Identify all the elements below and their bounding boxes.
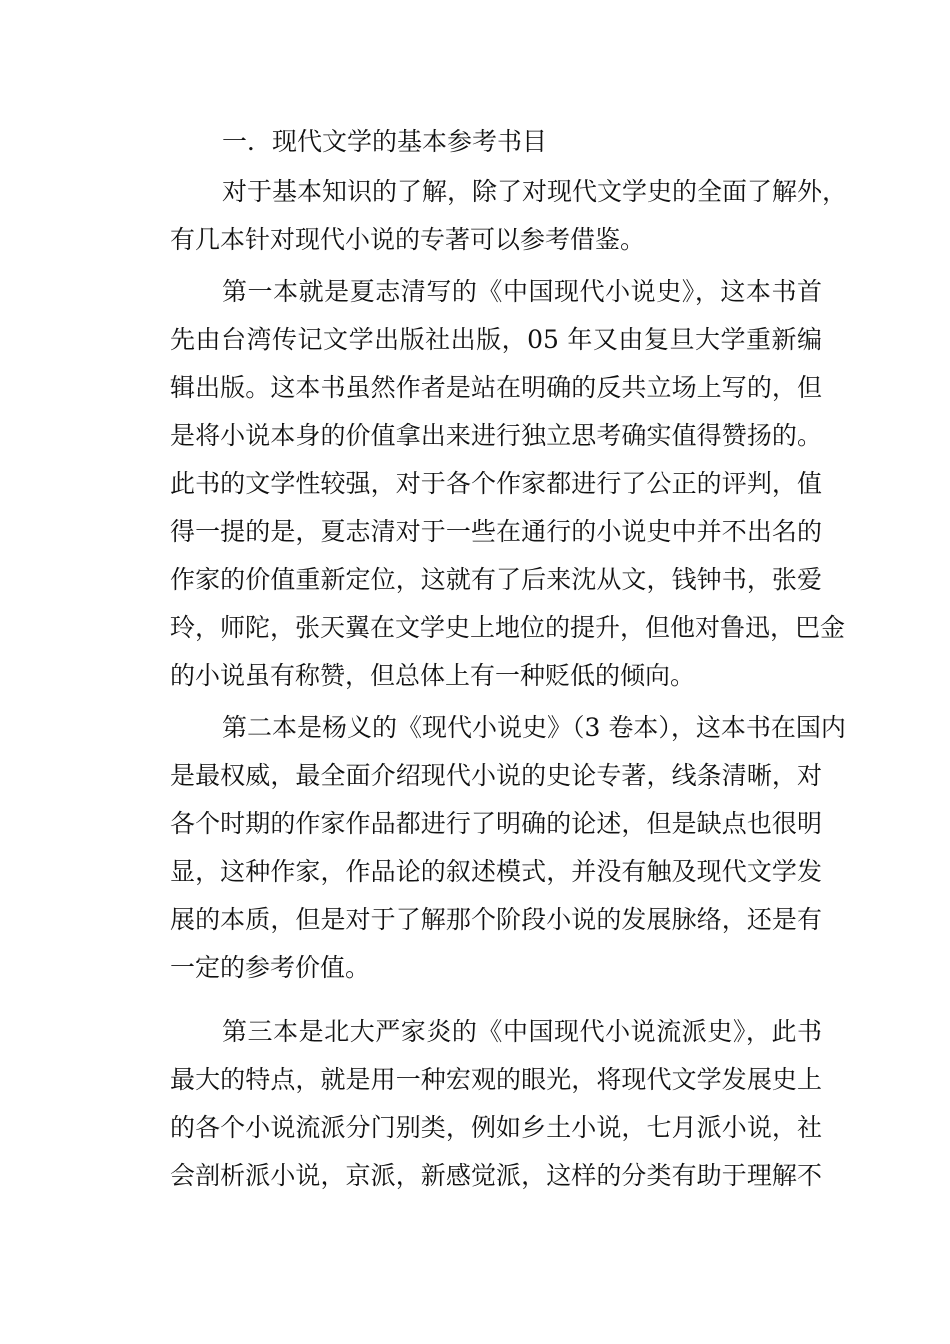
text-line: 辑出版。这本书虽然作者是站在明确的反共立场上写的，但 xyxy=(170,373,822,402)
text-line: 对于基本知识的了解，除了对现代文学史的全面了解外， xyxy=(222,177,848,206)
section-heading: 一．现代文学的基本参考书目 xyxy=(222,127,548,156)
text-line: 显，这种作家，作品论的叙述模式，并没有触及现代文学发 xyxy=(170,857,822,886)
text-line: 第二本是杨义的《现代小说史》（3 卷本），这本书在国内 xyxy=(222,713,846,742)
text-line: 的小说虽有称赞，但总体上有一种贬低的倾向。 xyxy=(170,661,696,690)
text-line: 是最权威，最全面介绍现代小说的史论专著，线条清晰，对 xyxy=(170,761,822,790)
text-line: 一定的参考价值。 xyxy=(170,953,371,982)
text-line: 各个时期的作家作品都进行了明确的论述，但是缺点也很明 xyxy=(170,809,822,838)
text-line: 的各个小说流派分门别类，例如乡土小说，七月派小说，社 xyxy=(170,1113,822,1142)
text-line: 展的本质，但是对于了解那个阶段小说的发展脉络，还是有 xyxy=(170,905,822,934)
text-line: 得一提的是，夏志清对于一些在通行的小说史中并不出名的 xyxy=(170,517,822,546)
text-line: 有几本针对现代小说的专著可以参考借鉴。 xyxy=(170,225,646,254)
text-line: 第一本就是夏志清写的《中国现代小说史》，这本书首 xyxy=(222,277,822,306)
text-line: 最大的特点，就是用一种宏观的眼光，将现代文学发展史上 xyxy=(170,1065,822,1094)
text-line: 玲，师陀，张天翼在文学史上地位的提升，但他对鲁迅，巴金 xyxy=(170,613,846,642)
text-line: 先由台湾传记文学出版社出版，05 年又由复旦大学重新编 xyxy=(170,325,822,354)
text-line: 是将小说本身的价值拿出来进行独立思考确实值得赞扬的。 xyxy=(170,421,822,450)
text-line: 会剖析派小说，京派，新感觉派，这样的分类有助于理解不 xyxy=(170,1161,822,1190)
text-line: 作家的价值重新定位，这就有了后来沈从文，钱钟书，张爱 xyxy=(170,565,822,594)
text-line: 此书的文学性较强，对于各个作家都进行了公正的评判，值 xyxy=(170,469,822,498)
text-line: 第三本是北大严家炎的《中国现代小说流派史》，此书 xyxy=(222,1017,822,1046)
